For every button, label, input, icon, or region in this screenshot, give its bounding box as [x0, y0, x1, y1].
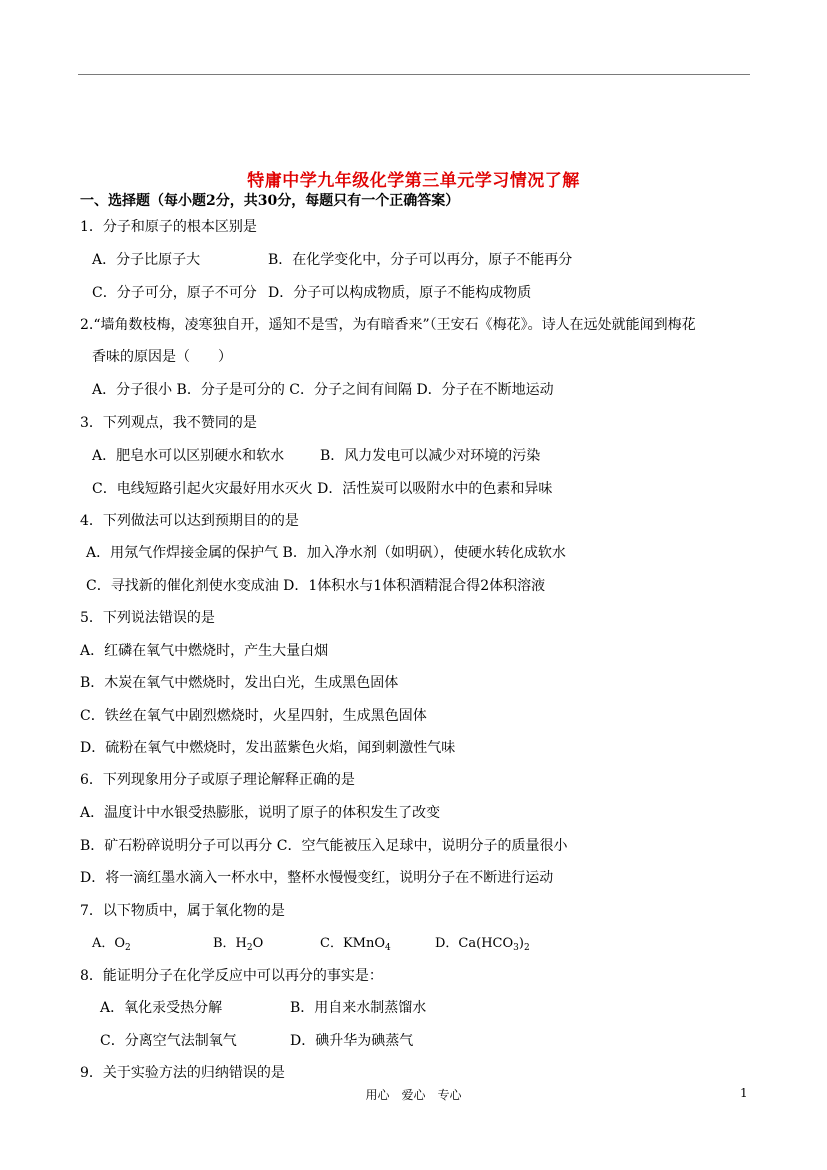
question-7-option-d: D．$Ca(HCO_3)_2$: [435, 936, 530, 953]
question-5-option-c: C．铁丝在氧气中剧烈燃烧时，火星四射，生成黑色固体: [80, 708, 427, 724]
question-4-options-cd: C．寻找新的催化剂使水变成油 D．1体积水与1体积酒精混合得2体积溶液: [86, 578, 546, 594]
question-7-option-a: A．$O_2$: [92, 936, 131, 953]
question-3-option-b: B．风力发电可以减少对环境的污染: [320, 448, 541, 464]
question-3-option-a: A．肥皂水可以区别硬水和软水: [92, 448, 285, 464]
page-footer: 用心 爱心 专心: [365, 1088, 462, 1102]
question-1-option-d: D．分子可以构成物质，原子不能构成物质: [268, 285, 532, 301]
question-8-option-d: D．碘升华为碘蒸气: [290, 1033, 414, 1049]
question-5-stem: 5．下列说法错误的是: [80, 610, 215, 626]
question-7-option-c: C．KMnO$_4$: [320, 936, 391, 953]
question-4-options-ab: A．用氖气作焊接金属的保护气 B．加入净水剂（如明矾），使硬水转化成软水: [86, 545, 566, 561]
page-title: 特庸中学九年级化学第三单元学习情况了解: [247, 171, 580, 191]
question-8-option-b: B．用自来水制蒸馏水: [290, 1000, 427, 1016]
question-8-stem: 8．能证明分子在化学反应中可以再分的事实是：: [80, 968, 383, 984]
section-heading: 一、选择题（每小题2分，共30分，每题只有一个正确答案）: [80, 193, 460, 209]
question-4-stem: 4．下列做法可以达到预期目的的是: [80, 513, 299, 529]
question-1-stem: 1．分子和原子的根本区别是: [80, 219, 257, 235]
question-2-stem: 2.“墙角数枝梅，凌寒独自开，遥知不是雪，为有暗香来”（王安石《梅花》。诗人在远处就能闻到梅花: [80, 317, 696, 333]
question-9-stem: 9．关于实验方法的归纳错误的是: [80, 1065, 285, 1081]
question-3-options-cd: C．电线短路引起火灾最好用水灭火 D．活性炭可以吸附水中的色素和异味: [92, 481, 553, 497]
question-6-option-d: D．将一滴红墨水滴入一杯水中，整杯水慢慢变红，说明分子在不断进行运动: [80, 870, 554, 886]
question-6-option-a: A．温度计中水银受热膨胀，说明了原子的体积发生了改变: [80, 805, 441, 821]
question-7-option-b: B．$H_2O$: [213, 936, 264, 953]
question-1-option-b: B．在化学变化中，分子可以再分，原子不能再分: [268, 252, 573, 268]
question-8-option-c: C．分离空气法制氧气: [100, 1033, 237, 1049]
question-2-options: A．分子很小 B．分子是可分的 C．分子之间有间隔 D．分子在不断地运动: [92, 382, 554, 398]
question-1-option-c: C．分子可分，原子不可分: [92, 285, 257, 301]
question-2-stem-continued: 香味的原因是（ ）: [92, 349, 232, 365]
question-5-option-a: A．红磷在氧气中燃烧时，产生大量白烟: [80, 643, 329, 659]
question-3-stem: 3．下列观点，我不赞同的是: [80, 415, 257, 431]
question-5-option-b: B．木炭在氧气中燃烧时，发出白光，生成黑色固体: [80, 675, 399, 691]
question-6-stem: 6．下列现象用分子或原子理论解释正确的是: [80, 772, 355, 788]
question-8-option-a: A．氧化汞受热分解: [100, 1000, 223, 1016]
question-5-option-d: D．硫粉在氧气中燃烧时，发出蓝紫色火焰，闻到刺激性气味: [80, 740, 456, 756]
header-rule: [78, 74, 750, 75]
question-6-options-bc: B．矿石粉碎说明分子可以再分 C．空气能被压入足球中，说明分子的质量很小: [80, 838, 568, 854]
question-1-option-a: A．分子比原子大: [92, 252, 201, 268]
question-7-stem: 7．以下物质中，属于氧化物的是: [80, 903, 285, 919]
page-number: 1: [740, 1086, 748, 1100]
